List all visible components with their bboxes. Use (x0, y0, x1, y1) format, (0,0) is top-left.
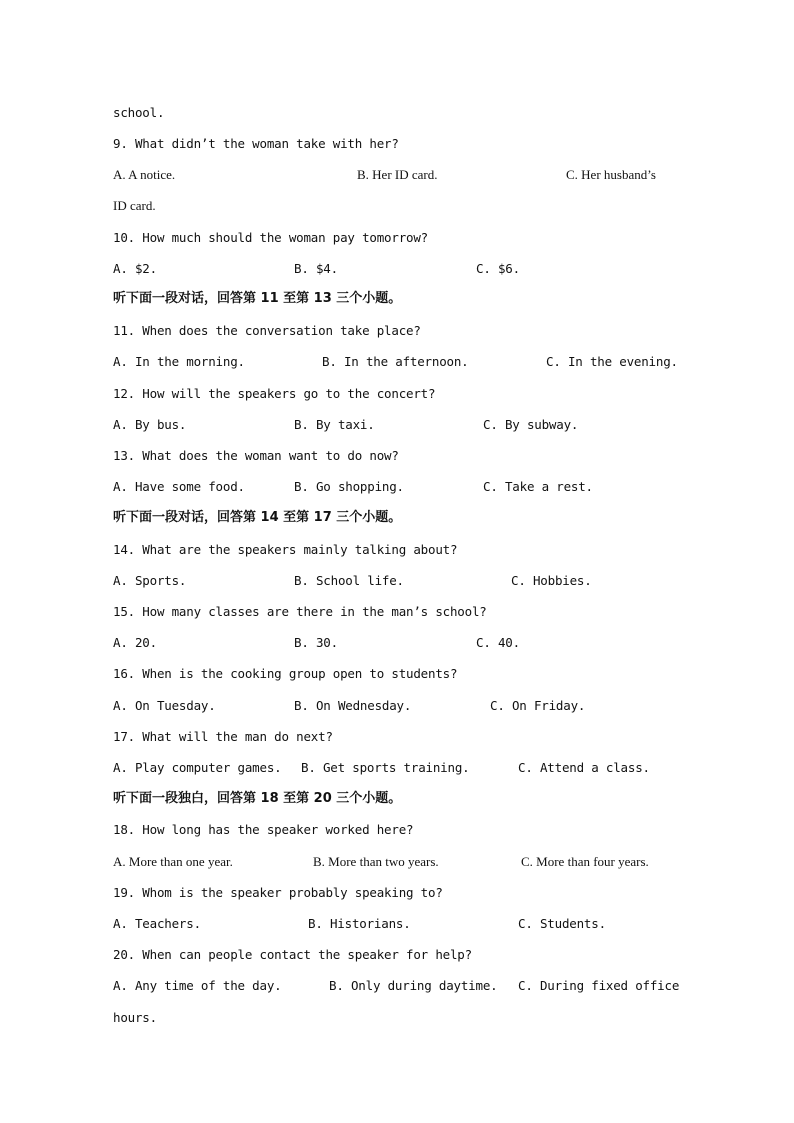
question-16: 16. When is the cooking group open to students? (113, 666, 458, 681)
continued-text: school. (113, 105, 165, 120)
question-11: 11. When does the conversation take place? (113, 323, 421, 338)
q13-option-c: C. Take a rest. (483, 479, 593, 494)
q12-option-b: B. By taxi. (294, 417, 375, 432)
question-13: 13. What does the woman want to do now? (113, 448, 399, 463)
question-12: 12. How will the speakers go to the concert? (113, 386, 436, 401)
q12-option-c: C. By subway. (483, 417, 579, 432)
q15-option-c: C. 40. (476, 635, 520, 650)
q11-option-c: C. In the evening. (546, 354, 678, 369)
q19-option-b: B. Historians. (308, 916, 411, 931)
q19-option-a: A. Teachers. (113, 916, 201, 931)
q20-option-c: C. During fixed office (518, 978, 680, 993)
section-heading-2: 听下面一段对话，回答第 14 至第 17 三个小题。 (113, 510, 402, 525)
q18-option-b: B. More than two years. (313, 854, 439, 869)
q20-option-b: B. Only during daytime. (329, 978, 498, 993)
q10-option-a: A. $2. (113, 261, 157, 276)
q11-option-b: B. In the afternoon. (322, 354, 469, 369)
question-14: 14. What are the speakers mainly talking about? (113, 542, 458, 557)
q13-option-b: B. Go shopping. (294, 479, 404, 494)
section-heading-3: 听下面一段独白，回答第 18 至第 20 三个小题。 (113, 791, 402, 806)
question-19: 19. Whom is the speaker probably speaking to? (113, 885, 443, 900)
q15-option-a: A. 20. (113, 635, 157, 650)
q9-option-a: A. A notice. (113, 167, 176, 182)
question-15: 15. How many classes are there in the man’s school? (113, 604, 487, 619)
q11-option-a: A. In the morning. (113, 354, 245, 369)
q16-option-b: B. On Wednesday. (294, 698, 412, 713)
q14-option-b: B. School life. (294, 573, 404, 588)
question-18: 18. How long has the speaker worked here? (113, 822, 414, 837)
question-9: 9. What didn’t the woman take with her? (113, 136, 399, 151)
q18-option-a: A. More than one year. (113, 854, 233, 869)
q13-option-a: A. Have some food. (113, 479, 245, 494)
q14-option-a: A. Sports. (113, 573, 187, 588)
q9-option-b: B. Her ID card. (357, 167, 438, 182)
q10-option-b: B. $4. (294, 261, 338, 276)
question-20: 20. When can people contact the speaker for help? (113, 947, 472, 962)
q17-option-c: C. Attend a class. (518, 760, 650, 775)
q10-option-c: C. $6. (476, 261, 520, 276)
question-10: 10. How much should the woman pay tomorrow? (113, 230, 429, 245)
q17-option-b: B. Get sports training. (301, 760, 470, 775)
q12-option-a: A. By bus. (113, 417, 187, 432)
q9-option-c-cont: ID card. (113, 198, 156, 213)
q18-option-c: C. More than four years. (521, 854, 649, 869)
section-heading-1: 听下面一段对话，回答第 11 至第 13 三个小题。 (113, 291, 402, 306)
q15-option-b: B. 30. (294, 635, 338, 650)
q16-option-a: A. On Tuesday. (113, 698, 216, 713)
q20-option-a: A. Any time of the day. (113, 978, 282, 993)
q9-option-c: C. Her husband’s (566, 167, 656, 182)
q20-option-c-cont: hours. (113, 1010, 157, 1025)
q19-option-c: C. Students. (518, 916, 606, 931)
q16-option-c: C. On Friday. (490, 698, 586, 713)
question-17: 17. What will the man do next? (113, 729, 333, 744)
q17-option-a: A. Play computer games. (113, 760, 282, 775)
q14-option-c: C. Hobbies. (511, 573, 592, 588)
